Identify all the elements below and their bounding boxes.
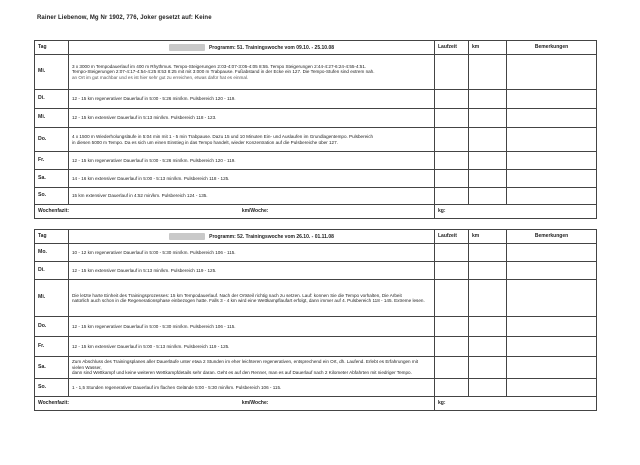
bemerkungen-input-cell[interactable] (507, 317, 597, 337)
program-cell (69, 55, 435, 90)
table-row (35, 128, 597, 152)
kg-label: kg: (438, 399, 446, 406)
km-input-cell[interactable] (469, 337, 507, 357)
km-input-cell[interactable] (469, 280, 507, 317)
program-line: dann sind Wettkampf und keine weiteren Wettkampfdetails sehr daran. Geht es auf den Renner, man es auf Dauerlauf nach 2 Kilometer Abfahrten mit niedriger Tempo. (72, 370, 412, 376)
table-row (35, 337, 597, 357)
day-cell: So. (35, 188, 69, 205)
program-line: 12 - 15 km extensiver Dauerlauf in 5:13 min/km. Pulsbereich 118 - 123. (72, 115, 217, 121)
program-line: 12 - 15 km extensiver Dauerlauf in 5:13 min/km. Pulsbereich 119 - 125. (72, 267, 217, 273)
program-line: 12 - 15 km regenerativer Dauerlauf in 5:00 - 5:26 min/km. Pulsbereich 120 - 119. (72, 157, 236, 163)
km-woche-label: km/Woche: (241, 399, 269, 406)
program-cell (69, 317, 435, 337)
program-line: Die letzte harte Einheit des Trainingsprozesses: 15 km Tempodauerlauf. Nach der Ortsteil richtig nach zu setzen. Lauf: konnen Sie die Tempo vorhalten, Die Arbeit (72, 292, 402, 298)
bemerkungen-input-cell[interactable] (507, 262, 597, 280)
program-line: 3 x 3000 m Tempodauerlauf im 400 m Rhythmus. Tempo-Steigerungen 2:03-4:07-3:05-4:05 8:55. Tempo Steigerungen 2:44-4:27-6:24-4:55-4:51. (72, 63, 367, 69)
km-input-cell[interactable] (469, 262, 507, 280)
bemerkungen-input-cell[interactable] (507, 90, 597, 109)
column-header-program (69, 230, 435, 244)
day-cell: Mi. (35, 55, 69, 90)
training-plan-week-51 (34, 40, 597, 219)
column-header-laufzeit: Laufzeit (435, 230, 469, 244)
redacted-box (169, 44, 205, 51)
bemerkungen-input-cell[interactable] (507, 357, 597, 379)
column-header-km: km (469, 41, 507, 55)
km-input-cell[interactable] (469, 188, 507, 205)
program-cell (69, 152, 435, 170)
table-row (35, 170, 597, 188)
program-cell (69, 128, 435, 152)
day-cell: Mi. (35, 280, 69, 317)
wochenfazit-label: Wochenfazit: (38, 207, 70, 214)
km-input-cell[interactable] (469, 55, 507, 90)
table-row (35, 55, 597, 90)
summary-cell (35, 205, 435, 219)
redacted-box (169, 233, 205, 240)
program-line: 15 km extensiver Dauerlauf in 4:52 min/km. Pulsbereich 124 - 135. (72, 193, 208, 199)
laufzeit-input-cell[interactable] (435, 188, 469, 205)
program-cell (69, 357, 435, 379)
km-input-cell[interactable] (469, 244, 507, 262)
km-input-cell[interactable] (469, 379, 507, 397)
program-cell (69, 262, 435, 280)
bemerkungen-input-cell[interactable] (507, 280, 597, 317)
program-line: 14 - 16 km extensiver Dauerlauf in 5:00 - 5:13 min/km. Pulsbereich 118 - 125. (72, 175, 230, 181)
day-cell: Do. (35, 317, 69, 337)
km-input-cell[interactable] (469, 109, 507, 128)
day-cell: Sa. (35, 357, 69, 379)
training-plan-week-52 (34, 229, 597, 411)
program-line: 1 - 1,5 Stunden regenerativer Dauerlauf im flachen Gelände 5:00 - 5:30 min/km. Pulsbereich 106 - 115. (72, 384, 282, 390)
program-cell (69, 379, 435, 397)
laufzeit-input-cell[interactable] (435, 109, 469, 128)
program-cell (69, 244, 435, 262)
laufzeit-input-cell[interactable] (435, 262, 469, 280)
day-cell: Di. (35, 90, 69, 109)
bemerkungen-input-cell[interactable] (507, 337, 597, 357)
laufzeit-input-cell[interactable] (435, 90, 469, 109)
bemerkungen-input-cell[interactable] (507, 109, 597, 128)
program-cell (69, 280, 435, 317)
table-header-row (35, 41, 597, 55)
kg-cell[interactable] (435, 397, 597, 411)
column-header-km: km (469, 230, 507, 244)
program-title: Programm: 52. Trainingswoche vom 26.10. - 01.11.08 (209, 233, 334, 240)
program-cell (69, 170, 435, 188)
table-row (35, 317, 597, 337)
kg-cell[interactable] (435, 205, 597, 219)
bemerkungen-input-cell[interactable] (507, 188, 597, 205)
bemerkungen-input-cell[interactable] (507, 152, 597, 170)
day-cell: Di. (35, 262, 69, 280)
kg-label: kg: (438, 207, 446, 214)
laufzeit-input-cell[interactable] (435, 379, 469, 397)
km-input-cell[interactable] (469, 128, 507, 152)
column-header-day: Tag (35, 41, 69, 55)
table-header-row (35, 230, 597, 244)
laufzeit-input-cell[interactable] (435, 128, 469, 152)
table-row (35, 152, 597, 170)
laufzeit-input-cell[interactable] (435, 280, 469, 317)
table-row (35, 357, 597, 379)
program-line: 10 - 12 km regenerativer Dauerlauf in 5:00 - 5:30 min/km. Pulsbereich 106 - 115. (72, 249, 236, 255)
column-header-program (69, 41, 435, 55)
laufzeit-input-cell[interactable] (435, 170, 469, 188)
km-input-cell[interactable] (469, 152, 507, 170)
day-cell: Fr. (35, 337, 69, 357)
page-header: Rainer Liebenow, Mg Nr 1902, 776, Joker gesetzt auf: Keine (37, 15, 212, 21)
laufzeit-input-cell[interactable] (435, 357, 469, 379)
column-header-bemerkungen: Bemerkungen (507, 41, 597, 55)
summary-row (35, 397, 597, 411)
program-line: Zum Abschluss des Trainingsplanes aller Dauerläufe unter etwa 2 Stunden im eher leichteren regenerativen, entsprechend ein Ort, dh. Laufend. Erlebt es Erfahrungen mit vielen Wasser, (72, 359, 419, 370)
program-title: Programm: 51. Trainingswoche vom 09.10. - 25.10.08 (208, 44, 335, 51)
laufzeit-input-cell[interactable] (435, 244, 469, 262)
km-input-cell[interactable] (469, 317, 507, 337)
day-cell: Fr. (35, 152, 69, 170)
laufzeit-input-cell[interactable] (435, 152, 469, 170)
column-header-bemerkungen: Bemerkungen (507, 230, 597, 244)
km-woche-label: km/Woche: (241, 207, 269, 214)
day-cell: Mi. (35, 109, 69, 128)
day-cell: So. (35, 379, 69, 397)
program-line: 4 x 1500 m Wiederholungsläufe in 5:04 min mit 1 - 5 min Trabpause. Dazu 15 und 10 Minuten Ein- und Auslaufen im Grundlagentempo. Pulsbereich (72, 134, 374, 140)
bemerkungen-input-cell[interactable] (507, 244, 597, 262)
bemerkungen-input-cell[interactable] (507, 170, 597, 188)
laufzeit-input-cell[interactable] (435, 55, 469, 90)
bemerkungen-input-cell[interactable] (507, 55, 597, 90)
day-cell: Mo. (35, 244, 69, 262)
wochenfazit-label: Wochenfazit: (38, 399, 70, 406)
bemerkungen-input-cell[interactable] (507, 379, 597, 397)
table-row (35, 280, 597, 317)
program-line: an Ort im gut machbar und es ist hier sehr gut zu erreichen, etwas dafür hat es einmal. (72, 74, 249, 80)
summary-row (35, 205, 597, 219)
km-input-cell[interactable] (469, 357, 507, 379)
km-input-cell[interactable] (469, 170, 507, 188)
table-row (35, 244, 597, 262)
table-row (35, 379, 597, 397)
summary-cell (35, 397, 435, 411)
laufzeit-input-cell[interactable] (435, 337, 469, 357)
program-cell (69, 188, 435, 205)
program-line: 12 - 15 km regenerativer Dauerlauf in 5:00 - 5:26 min/km. Pulsbereich 120 - 119. (72, 96, 236, 102)
table-row (35, 90, 597, 109)
table-row (35, 188, 597, 205)
program-line: in diesen 5000 m Tempo. Da es sich um einen Einstieg in das Tempo handelt, wieder Konzentration auf die Pulsbereiche über 127. (72, 139, 338, 145)
day-cell: Sa. (35, 170, 69, 188)
table-row (35, 109, 597, 128)
program-cell (69, 90, 435, 109)
program-cell (69, 337, 435, 357)
program-line: 12 - 15 km regenerativer Dauerlauf in 5:00 - 5:30 min/km. Pulsbereich 106 - 115. (72, 323, 236, 329)
km-input-cell[interactable] (469, 90, 507, 109)
bemerkungen-input-cell[interactable] (507, 128, 597, 152)
program-line: natürlich auch schon in die Regenerationsphase einbezogen hatte. Falls 3 - 4 km wird eine Wettkampflaufart erfolgt, dann immer auf 4. Pulsbereich 118 - 145. Extreme lesen. (72, 298, 425, 303)
program-line: Tempo-Steigerungen 2:07-4:17-4:54-4:25 8:53 8:25 mit mit 3:000 m Trabpause. Fußabstand in der Ecke ein 127. Die Tempo-Stufen sind extrem nah. (72, 69, 375, 75)
column-header-day: Tag (35, 230, 69, 244)
day-cell: Do. (35, 128, 69, 152)
program-cell (69, 109, 435, 128)
table-row (35, 262, 597, 280)
program-line: 12 - 15 km extensiver Dauerlauf in 5:00 - 5:13 min/km. Pulsbereich 119 - 125. (72, 343, 230, 349)
column-header-laufzeit: Laufzeit (435, 41, 469, 55)
laufzeit-input-cell[interactable] (435, 317, 469, 337)
